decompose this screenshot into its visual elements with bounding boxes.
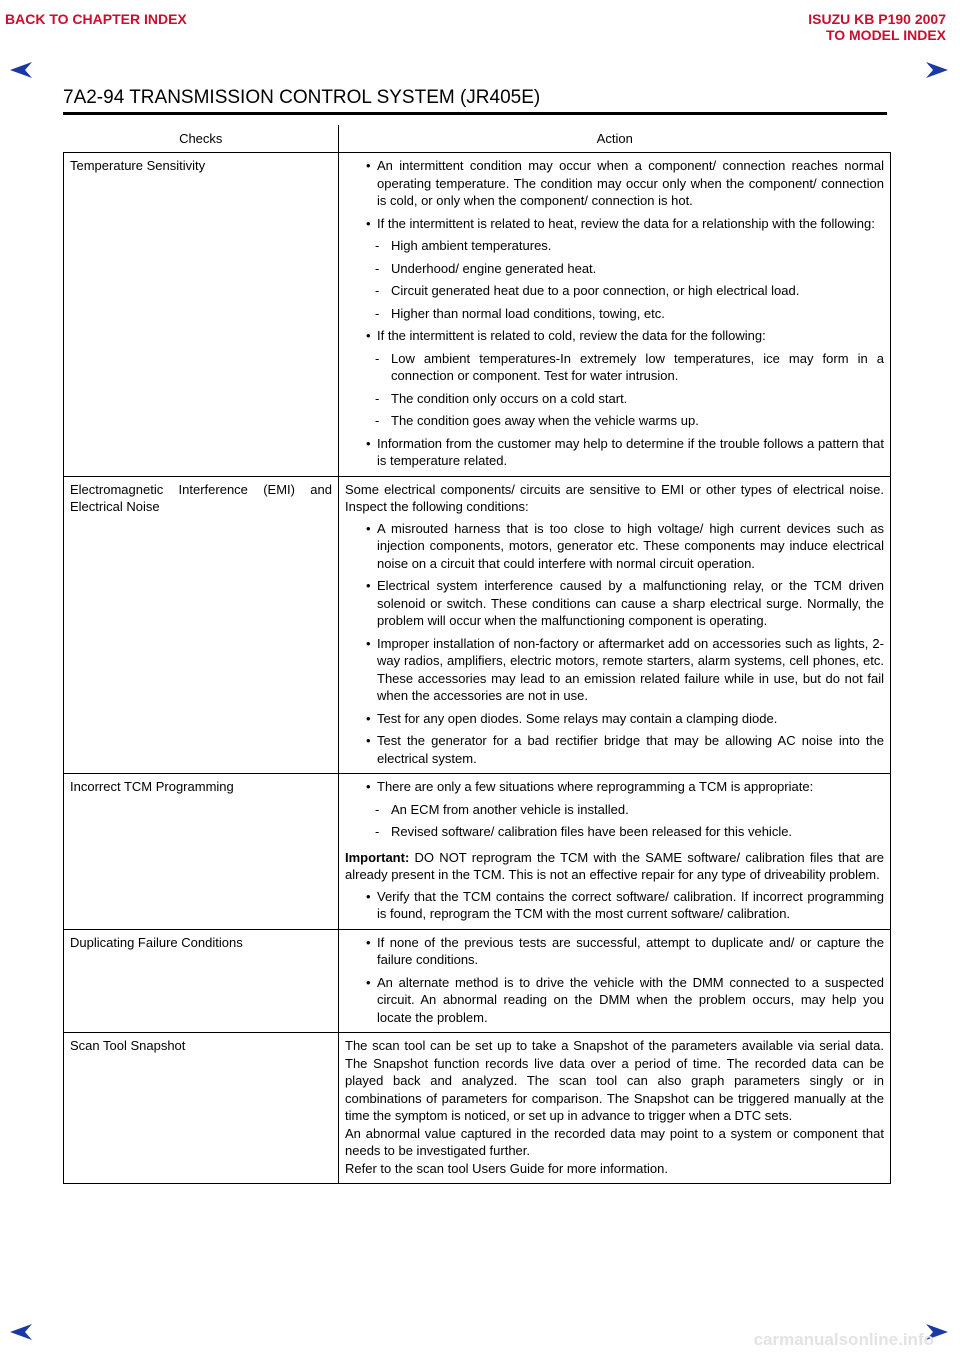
bullet-item: • Improper installation of non-factory or aftermarket add on accessories such as lights, 2-way radios, amplifiers, electric motors, remote starters, alarm systems, cell phones, etc. These accessories may lead to an emission related failure while in use, but do not fail when the accessories are not in use. bbox=[345, 635, 884, 705]
table-row-scan-tool-snapshot bbox=[64, 1033, 891, 1184]
back-to-chapter-index-link[interactable]: BACK TO CHAPTER INDEX bbox=[5, 11, 187, 27]
action-cell bbox=[339, 153, 891, 477]
sub-item: - High ambient temperatures. bbox=[345, 237, 884, 255]
bullet-item: • An alternate method is to drive the vehicle with the DMM connected to a suspected circuit. An abnormal reading on the DMM when the problem occurs, may help you locate the problem. bbox=[345, 974, 884, 1027]
next-page-arrow-icon[interactable] bbox=[924, 60, 950, 80]
action-cell bbox=[339, 1033, 891, 1184]
column-header-action: Action bbox=[339, 125, 891, 153]
table-header-row bbox=[64, 125, 891, 153]
paragraph: Refer to the scan tool Users Guide for more information. bbox=[345, 1160, 668, 1176]
check-cell: Incorrect TCM Programming bbox=[64, 774, 339, 930]
header-divider bbox=[63, 112, 887, 115]
action-cell bbox=[339, 774, 891, 930]
bullet-item: • If none of the previous tests are successful, attempt to duplicate and/ or capture the failure conditions. bbox=[345, 934, 884, 969]
page-title: 7A2-94 TRANSMISSION CONTROL SYSTEM (JR405E) bbox=[63, 87, 541, 108]
bullet-item: • An intermittent condition may occur when a component/ connection reaches normal operating temperature. The condition may occur only when the component/ connection is cold, or only when the component/ connection is hot. bbox=[345, 157, 884, 210]
important-label: Important: bbox=[345, 849, 410, 865]
action-cell bbox=[339, 929, 891, 1033]
previous-page-arrow-bottom-icon[interactable] bbox=[8, 1322, 34, 1342]
important-note bbox=[345, 849, 884, 884]
previous-page-arrow-icon[interactable] bbox=[8, 60, 34, 80]
watermark-logo: carmanualsonline.info bbox=[753, 1330, 934, 1349]
sub-item: - An ECM from another vehicle is installed. bbox=[345, 801, 884, 819]
to-model-index-link[interactable]: TO MODEL INDEX bbox=[825, 27, 946, 43]
important-text: DO NOT reprogram the TCM with the SAME software/ calibration files that are already present in the TCM. This is not an effective repair for any type of driveability problem. bbox=[345, 849, 884, 882]
bullet-item: • Verify that the TCM contains the correct software/ calibration. If incorrect programming is found, reprogram the TCM with the most current software/ calibration. bbox=[345, 888, 884, 923]
check-cell: Scan Tool Snapshot bbox=[64, 1033, 339, 1184]
paragraph: The scan tool can be set up to take a Snapshot of the parameters available via serial data. The Snapshot function records live data over a period of time. The recorded data can be played back and analyzed. The scan tool can also graph parameters singly or in combinations of parameters for comparison. The Snapshot can be triggered manually at the time the symptom is noticed, or set up in advance to trigger when a DTC sets. bbox=[345, 1038, 884, 1123]
intro-text: Some electrical components/ circuits are sensitive to EMI or other types of electrical noise. Inspect the following conditions: bbox=[345, 481, 884, 514]
checks-action-table bbox=[63, 125, 891, 1184]
sub-item: - Underhood/ engine generated heat. bbox=[345, 260, 884, 278]
bullet-item: • A misrouted harness that is too close to high voltage/ high current devices such as injection components, motors, generator etc. These components may induce electrical noise on a circuit that could interfere with normal circuit operation. bbox=[345, 520, 884, 573]
table-row-temperature-sensitivity bbox=[64, 153, 891, 477]
sub-item: - Higher than normal load conditions, towing, etc. bbox=[345, 305, 884, 323]
check-cell: Temperature Sensitivity bbox=[64, 153, 339, 477]
table-row-duplicating-failure bbox=[64, 929, 891, 1033]
bullet-item: • If the intermittent is related to heat, review the data for a relationship with the following: bbox=[345, 215, 884, 233]
model-index-block bbox=[808, 11, 946, 43]
check-cell: Duplicating Failure Conditions bbox=[64, 929, 339, 1033]
sub-item: - Low ambient temperatures-In extremely low temperatures, ice may form in a connection or component. Test for water intrusion. bbox=[345, 350, 884, 385]
sub-item: - The condition only occurs on a cold start. bbox=[345, 390, 884, 408]
sub-item: - Revised software/ calibration files have been released for this vehicle. bbox=[345, 823, 884, 841]
check-cell: Electromagnetic Interference (EMI) and Electrical Noise bbox=[64, 476, 339, 774]
paragraph: An abnormal value captured in the recorded data may point to a system or component that needs to be investigated further. bbox=[345, 1125, 884, 1158]
bullet-item: • There are only a few situations where reprogramming a TCM is appropriate: bbox=[345, 778, 884, 796]
bullet-item: • If the intermittent is related to cold, review the data for the following: bbox=[345, 327, 884, 345]
table-row-tcm-programming bbox=[64, 774, 891, 930]
bullet-item: • Electrical system interference caused by a malfunctioning relay, or the TCM driven solenoid or switch. These conditions can cause a sharp electrical surge. Normally, the problem will occur when the malfunctioning component is operating. bbox=[345, 577, 884, 630]
bullet-item: • Information from the customer may help to determine if the trouble follows a pattern that is temperature related. bbox=[345, 435, 884, 470]
bullet-item: • Test for any open diodes. Some relays may contain a clamping diode. bbox=[345, 710, 884, 728]
action-cell bbox=[339, 476, 891, 774]
sub-item: - Circuit generated heat due to a poor connection, or high electrical load. bbox=[345, 282, 884, 300]
table-row-emi bbox=[64, 476, 891, 774]
model-title: ISUZU KB P190 2007 bbox=[808, 11, 946, 27]
sub-item: - The condition goes away when the vehicle warms up. bbox=[345, 412, 884, 430]
bullet-item: • Test the generator for a bad rectifier bridge that may be allowing AC noise into the electrical system. bbox=[345, 732, 884, 767]
column-header-checks: Checks bbox=[64, 125, 339, 153]
